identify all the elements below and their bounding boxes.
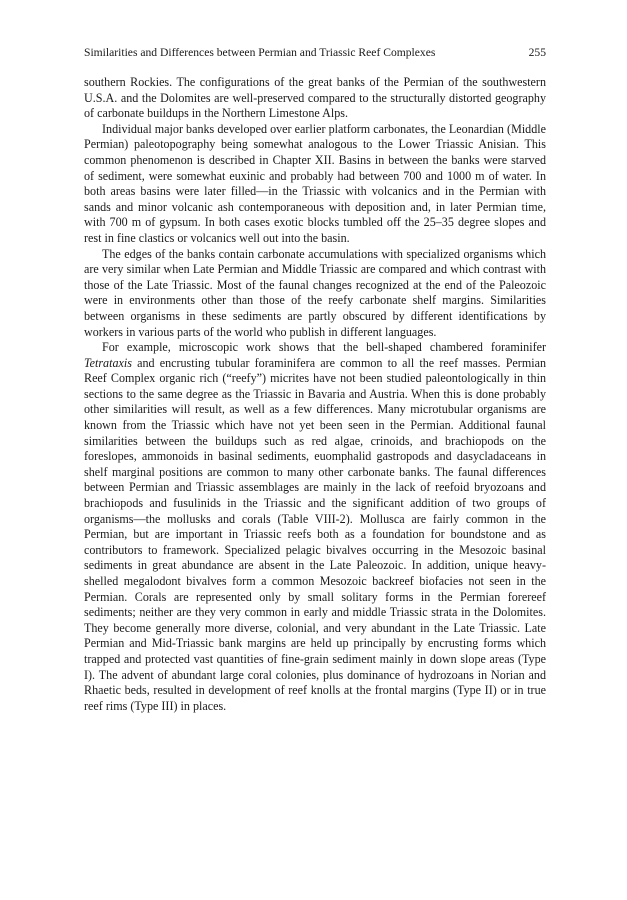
- book-page: [84, 46, 546, 714]
- paragraph-3: The edges of the banks contain carbonate accumulations with specialized organisms which are very similar when Late Permian and Middle Triassic are compared and which contrast with those of the Late Triassic. Most of the faunal changes recognized at the end of the Paleozoic were in environments other than those of the reefy carbonate shelf margins. Similarities between organisms in these sediments are partly obscured by different identifications by workers in various parts of the world who publish in different languages.: [84, 246, 546, 339]
- running-head: [84, 46, 546, 60]
- paragraph-1: southern Rockies. The configurations of the great banks of the Permian of the southwestern U.S.A. and the Dolomites are well-preserved compared to the structurally distorted geography of carbonate buildups in the Northern Limestone Alps.: [84, 75, 546, 121]
- paragraph-4-start: For example, microscopic work shows that the bell-shaped chambered foraminifer: [102, 340, 546, 355]
- running-title: Similarities and Differences between Permian and Triassic Reef Complexes: [84, 46, 436, 59]
- paragraph-2: Individual major banks developed over earlier platform carbonates, the Leonardian (Middle Permian) paleotopography being somewhat analogous to the Lower Triassic Anisian. This common phenomenon is described in Chapter XII. Basins in between the banks were starved of sediment, were somewhat euxinic and probably had between 700 and 1000 m of water. In both areas basins were later filled—in the Triassic with volcanics and in the Permian with sands and minor volcanic ash contemporaneous with deposition and, in later Permian time, with 700 m of gypsum. In both cases exotic blocks tumbled off the 25–35 degree slopes and rest in fine clastics or volcanics well out into the basin.: [84, 121, 546, 245]
- paragraph-4-rest: and encrusting tubular foraminifera are common to all the reef masses. Permian Reef Complex organic rich (“reefy”) micrites have not been studied paleontologically in thin sections to the same degree as the Triassic in Bavaria and Austria. When this is done probably other similarities will result, as well as a few differences. Many microtubular organisms are known from the Triassic which have not yet been seen in the Permian. Additional faunal similarities between the buildups such as red algae, crinoids, and brachiopods on the foreslopes, ammonoids in basinal sediments, euomphalid gastropods and dasycladaceans in shelf marginal positions are common to many other carbonate banks. The faunal differences between Permian and Triassic assemblages are mainly in the lack of reefoid bryozoans and brachiopods and fusulinids in the Triassic and the significant addition of two groups of organisms—the mollusks and corals (Table VIII-2). Mollusca are fairly common in the Permian, but are important in Triassic reefs both as a foundation for boundstone and as contributors to framework. Specialized pelagic bivalves occurring in the Mesozoic basinal sediments in great abundance are absent in the Late Paleozoic. In addition, unique heavy-shelled megalodont bivalves form a common Mesozoic backreef biofacies not seen in the Permian. Corals are represented only by small solitary forms in the Permian forereef sediments; neither are they very common in early and middle Triassic strata in the Dolomites. They become generally more diverse, colonial, and very abundant in the Late Triassic. Late Permian and Mid-Triassic bank margins are held up principally by encrusting forms which trapped and protected vast quantities of fine-grain sediment mainly in down slope areas (Type I). The advent of abundant large coral colonies, plus dominance of hydrozoans in Norian and Rhaetic beds, resulted in development of reef knolls at the frontal margins (Type II) or in true reef rims (Type III) in places.: [84, 355, 546, 713]
- paragraph-4: [84, 340, 546, 714]
- tetrataxis-term: Tetrataxis: [84, 355, 132, 370]
- page-number: 255: [528, 46, 546, 59]
